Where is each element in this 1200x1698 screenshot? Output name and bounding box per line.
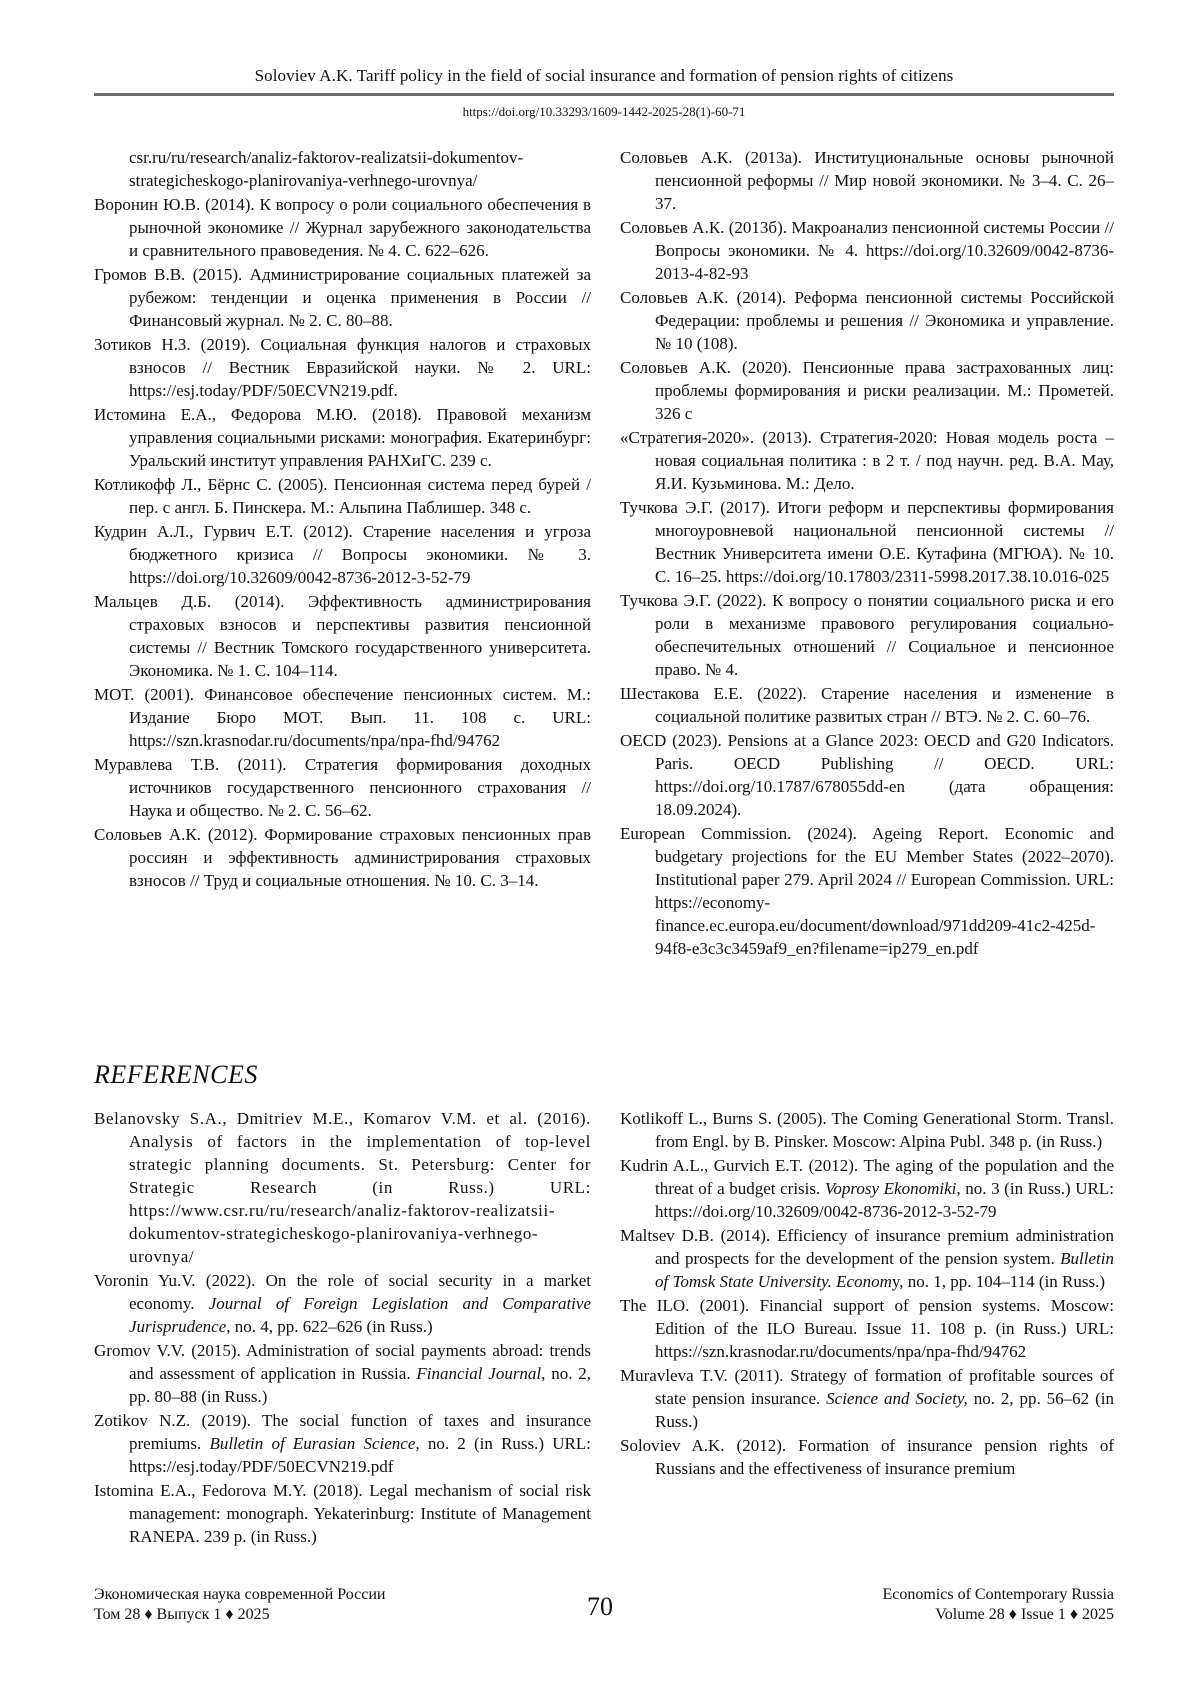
reference-item: Соловьев А.К. (2020). Пенсионные права застрахованных лиц: проблемы формирования и риски реализации. М.: Прометей. 326 с xyxy=(620,356,1114,425)
reference-item: Соловьев А.К. (2012). Формирование страховых пенсионных прав россиян и эффективность администрирования страховых взносов // Труд и социальные отношения. № 10. С. 3–14. xyxy=(94,823,591,892)
footer-issue-en: Volume 28 ♦ Issue 1 ♦ 2025 xyxy=(882,1605,1114,1625)
reference-item: Котликофф Л., Бёрнс С. (2005). Пенсионная система перед бурей / пер. с англ. Б. Пинскера. М.: Альпина Паблишер. 348 с. xyxy=(94,473,591,519)
footer-journal-title-ru: Экономическая наука современной России xyxy=(94,1585,386,1605)
reference-item: European Commission. (2024). Ageing Report. Economic and budgetary projections for the EU Member States (2022–2070). Institutional paper 279. April 2024 // European Commission. URL: https://economy-finance.ec.europa.eu/document/download/971dd209-41c2-425d-94f8-e3c3c3459af9_en?filename=ip279_en.pdf xyxy=(620,822,1114,960)
reference-item: Громов В.В. (2015). Администрирование социальных платежей за рубежом: тенденции и оценка применения в России // Финансовый журнал. № 2. С. 80–88. xyxy=(94,263,591,332)
reference-item: OECD (2023). Pensions at a Glance 2023: OECD and G20 Indicators. Paris. OECD Publishing // OECD. URL: https://doi.org/10.1787/678055dd-en (дата обращения: 18.09.2024). xyxy=(620,729,1114,821)
reference-item: The ILO. (2001). Financial support of pension systems. Moscow: Edition of the ILO Bureau. Issue 11. 108 p. (in Russ.) URL: https://szn.krasnodar.ru/documents/npa/npa-fhd/94762 xyxy=(620,1294,1114,1363)
page-number: 70 xyxy=(570,1592,630,1622)
footer-journal-en xyxy=(882,1585,1114,1625)
reference-item: Тучкова Э.Г. (2022). К вопросу о понятии социального риска и его роли в механизме правового регулирования социально-обеспечительных отношений // Социальное и пенсионное право. № 4. xyxy=(620,589,1114,681)
reference-item: Kotlikoff L., Burns S. (2005). The Coming Generational Storm. Transl. from Engl. by B. Pinsker. Moscow: Alpina Publ. 348 p. (in Russ.) xyxy=(620,1107,1114,1153)
reference-item: Muravleva T.V. (2011). Strategy of formation of profitable sources of state pension insurance. Science and Society, no. 2, pp. 56–62 (in Russ.) xyxy=(620,1364,1114,1433)
russian-references-right-column xyxy=(620,146,1114,961)
reference-item: Муравлева Т.В. (2011). Стратегия формирования доходных источников государственного пенсионного страхования // Наука и общество. № 2. С. 56–62. xyxy=(94,753,591,822)
journal-page xyxy=(0,0,1200,1698)
reference-item: Мальцев Д.Б. (2014). Эффективность администрирования страховых взносов и перспективы развития пенсионной системы // Вестник Томского государственного университета. Экономика. № 1. С. 104–114. xyxy=(94,590,591,682)
article-doi[interactable]: https://doi.org/10.33293/1609-1442-2025-28(1)-60-71 xyxy=(94,104,1114,120)
reference-item: МОТ. (2001). Финансовое обеспечение пенсионных систем. М.: Издание Бюро МОТ. Вып. 11. 108 с. URL: https://szn.krasnodar.ru/documents/npa/npa-fhd/94762 xyxy=(94,683,591,752)
journal-title: Bulletin of Tomsk State University. Econom xyxy=(655,1249,1114,1291)
footer-issue-ru: Том 28 ♦ Выпуск 1 ♦ 2025 xyxy=(94,1605,386,1625)
journal-title: Bulletin of Eurasian Science, xyxy=(209,1434,419,1453)
reference-item: Соловьев А.К. (2013б). Макроанализ пенсионной системы России // Вопросы экономики. № 4. https://doi.org/10.32609/0042-8736-2013-4-82-93 xyxy=(620,216,1114,285)
reference-item: Kudrin A.L., Gurvich E.T. (2012). The aging of the population and the threat of a budget crisis. Voprosy Ekonomiki, no. 3 (in Russ.) URL: https://doi.org/10.32609/0042-8736-2012-3-52-79 xyxy=(620,1154,1114,1223)
journal-title: Journal of Foreign Legislation and Comparative Jurisprudence xyxy=(129,1294,591,1336)
reference-item: Воронин Ю.В. (2014). К вопросу о роли социального обеспечения в рыночной экономике // Журнал зарубежного законодательства и сравнительного правоведения. № 4. С. 622–626. xyxy=(94,193,591,262)
references-heading: REFERENCES xyxy=(94,1060,258,1090)
journal-title: Voprosy Ekonomiki xyxy=(825,1179,956,1198)
russian-references-left-column xyxy=(94,146,591,893)
reference-item: Тучкова Э.Г. (2017). Итоги реформ и перспективы формирования многоуровневой национальной пенсионной системы // Вестник Университета имени О.Е. Кутафина (МГЮА). № 10. С. 16–25. https://doi.org/10.17803/2311-5998.2017.38.10.016-025 xyxy=(620,496,1114,588)
header-rule xyxy=(94,93,1114,96)
running-title: Soloviev A.K. Tariff policy in the field of social insurance and formation of pension rights of citizens xyxy=(94,66,1114,86)
reference-item: csr.ru/ru/research/analiz-faktorov-realizatsii-dokumentov-strategicheskogo-planirovaniya-verhnego-urovnya/ xyxy=(94,146,591,192)
reference-item: Soloviev A.K. (2012). Formation of insurance pension rights of Russians and the effectiveness of insurance premium xyxy=(620,1434,1114,1480)
journal-title: Science and Society, xyxy=(826,1389,968,1408)
reference-item: Voronin Yu.V. (2022). On the role of social security in a market economy. Journal of Foreign Legislation and Comparative Jurisprudence, no. 4, pp. 622–626 (in Russ.) xyxy=(94,1269,591,1338)
footer-journal-title-en: Economics of Contemporary Russia xyxy=(882,1585,1114,1605)
reference-item: Кудрин А.Л., Гурвич Е.Т. (2012). Старение населения и угроза бюджетного кризиса // Вопросы экономики. № 3. https://doi.org/10.32609/0042-8736-2012-3-52-79 xyxy=(94,520,591,589)
footer-journal-ru xyxy=(94,1585,386,1625)
english-references-left-column xyxy=(94,1107,591,1549)
reference-item: Истомина Е.А., Федорова М.Ю. (2018). Правовой механизм управления социальными рисками: монография. Екатеринбург: Уральский институт управления РАНХиГС. 239 с. xyxy=(94,403,591,472)
journal-title: Financial Journal xyxy=(416,1364,541,1383)
reference-item: Belanovsky S.A., Dmitriev M.E., Komarov V.M. et al. (2016). Analysis of factors in the implementation of top-level strategic planning documents. St. Petersburg: Center for Strategic Research (in Russ.) URL: https://www.csr.ru/ru/research/analiz-faktorov-realizatsii-dokumentov-strategicheskogo-planirovaniya-verhnego-urovnya/ xyxy=(94,1107,591,1268)
reference-item: Соловьев А.К. (2013а). Институциональные основы рыночной пенсионной реформы // Мир новой экономики. № 3–4. С. 26–37. xyxy=(620,146,1114,215)
reference-item: Zotikov N.Z. (2019). The social function of taxes and insurance premiums. Bulletin of Eurasian Science, no. 2 (in Russ.) URL: https://esj.today/PDF/50ECVN219.pdf xyxy=(94,1409,591,1478)
reference-item: Шестакова Е.Е. (2022). Старение населения и изменение в социальной политике развитых стран // ВТЭ. № 2. С. 60–76. xyxy=(620,682,1114,728)
reference-item: Maltsev D.B. (2014). Efficiency of insurance premium administration and prospects for the development of the pension system. Bulletin of Tomsk State University. Economy, no. 1, pp. 104–114 (in Russ.) xyxy=(620,1224,1114,1293)
english-references-right-column xyxy=(620,1107,1114,1481)
reference-item: Зотиков Н.З. (2019). Социальная функция налогов и страховых взносов // Вестник Евразийской науки. № 2. URL: https://esj.today/PDF/50ECVN219.pdf. xyxy=(94,333,591,402)
reference-item: Gromov V.V. (2015). Administration of social payments abroad: trends and assessment of application in Russia. Financial Journal, no. 2, pp. 80–88 (in Russ.) xyxy=(94,1339,591,1408)
reference-item: Istomina E.A., Fedorova M.Y. (2018). Legal mechanism of social risk management: monograph. Yekaterinburg: Institute of Management RANEPA. 239 p. (in Russ.) xyxy=(94,1479,591,1548)
reference-item: Соловьев А.К. (2014). Реформа пенсионной системы Российской Федерации: проблемы и решения // Экономика и управление. № 10 (108). xyxy=(620,286,1114,355)
reference-item: «Стратегия-2020». (2013). Стратегия-2020: Новая модель роста – новая социальная политика : в 2 т. / под научн. ред. В.А. Мау, Я.И. Кузьминова. М.: Дело. xyxy=(620,426,1114,495)
